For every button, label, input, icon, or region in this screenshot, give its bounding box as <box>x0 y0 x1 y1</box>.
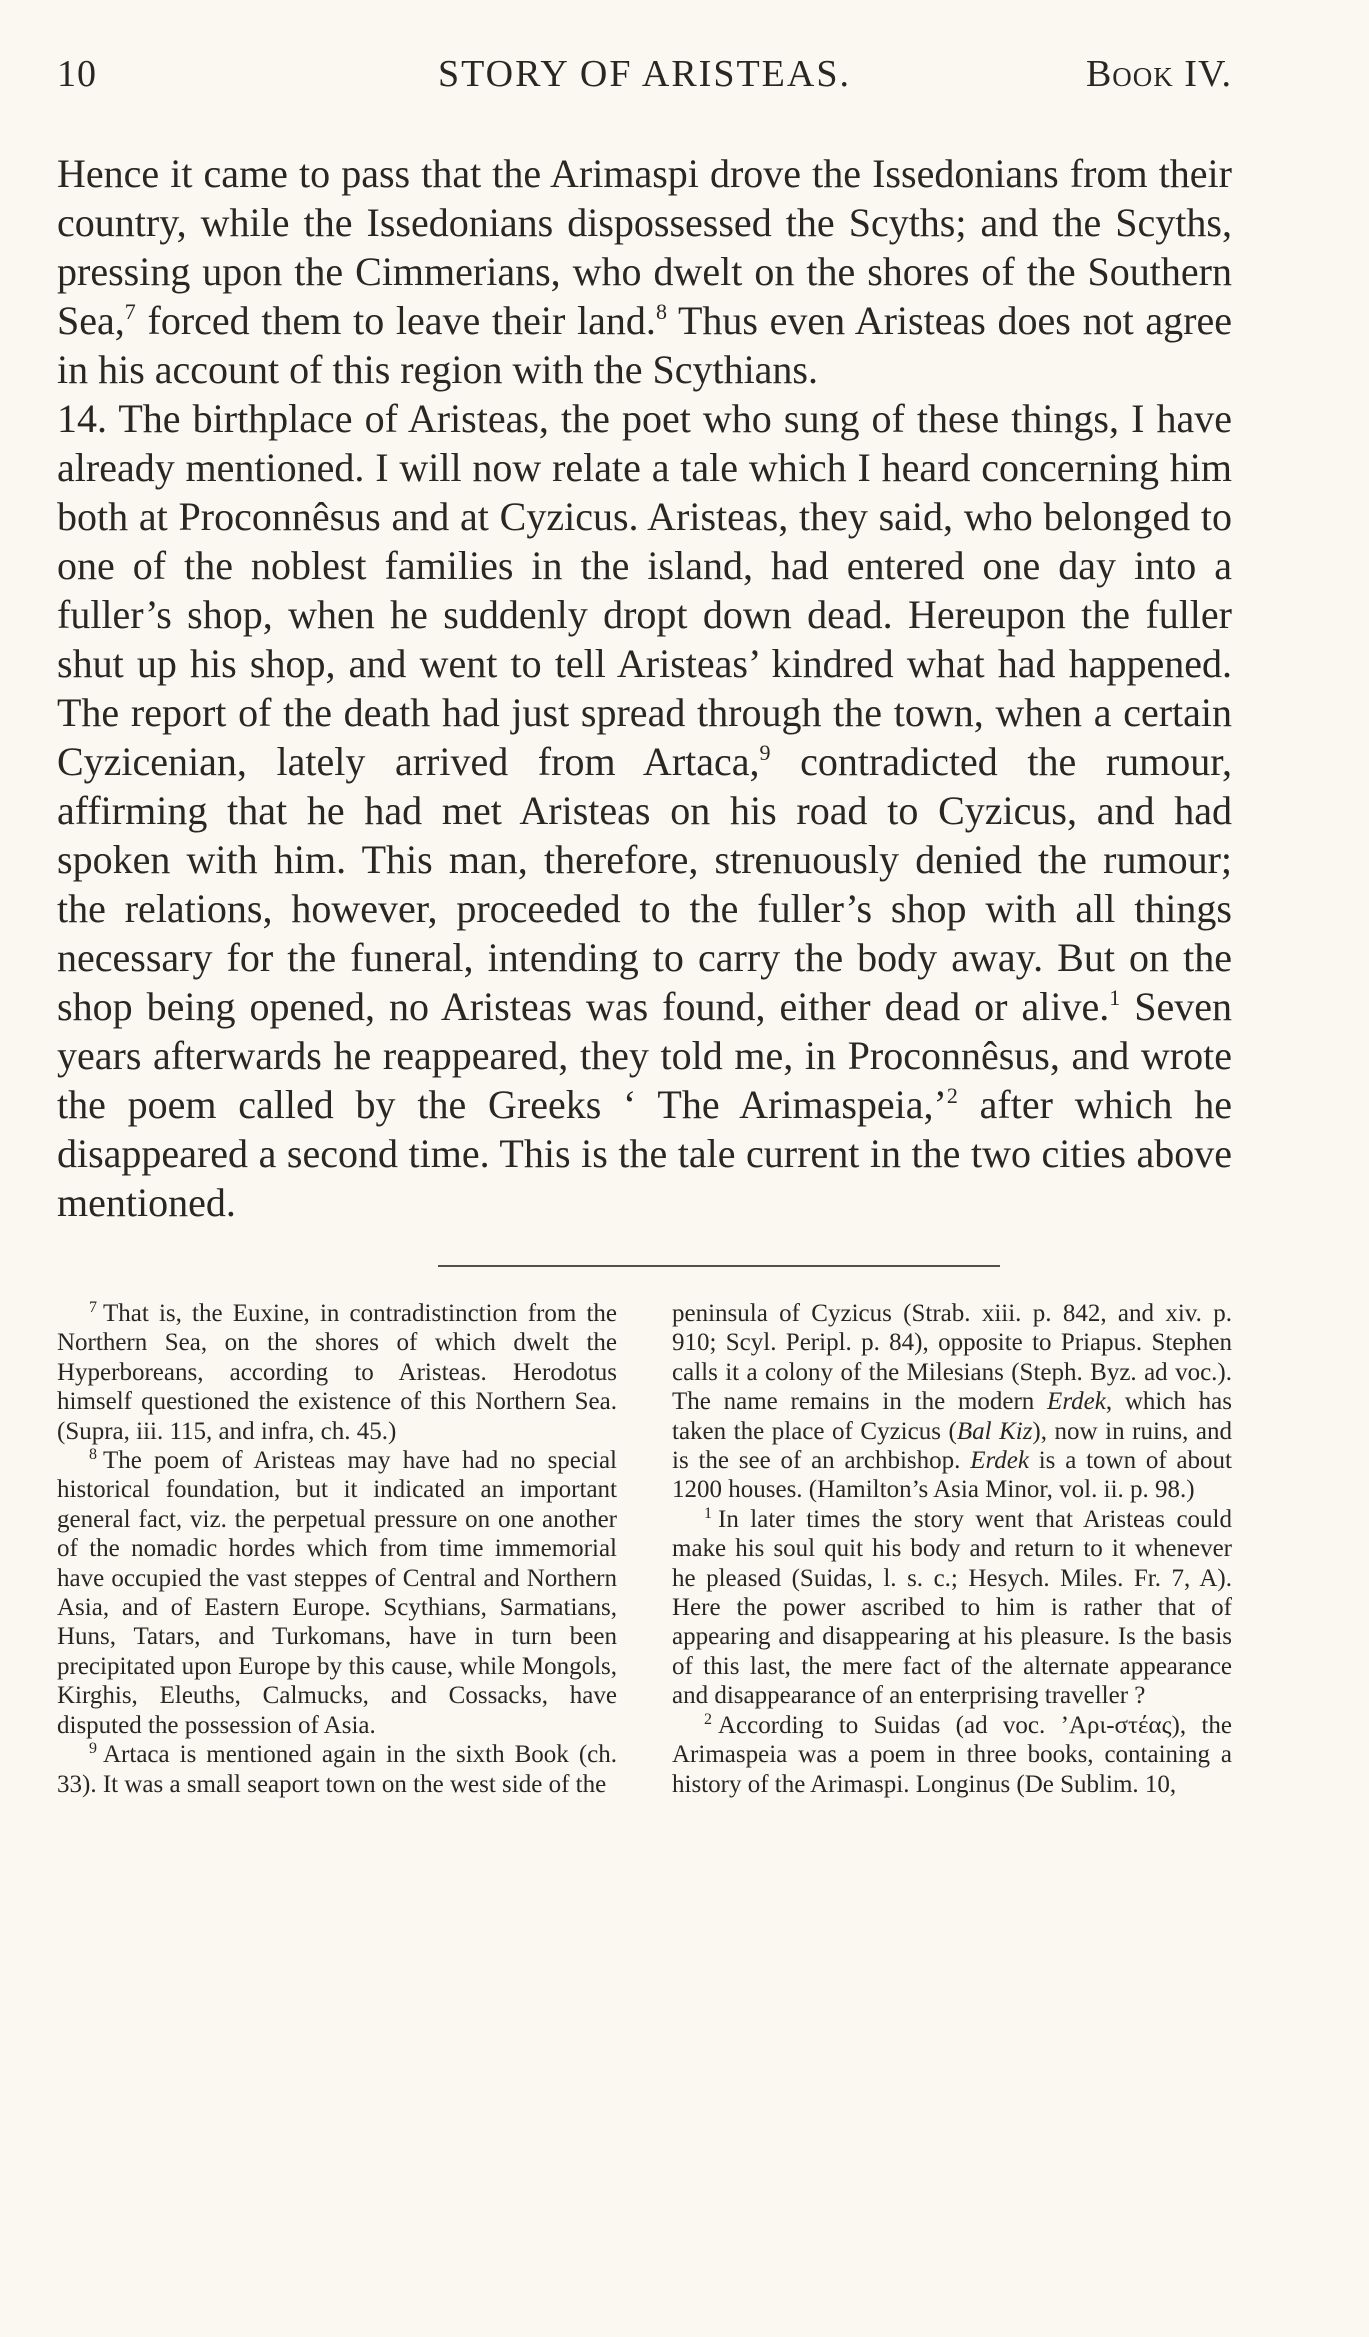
footnote-column-left <box>57 1299 617 1799</box>
footnote-mark: 8 <box>89 1446 97 1464</box>
footnote-9-continued <box>672 1299 1232 1505</box>
text-run: Seven years afterwards he reappeared, they told me, in Proconnêsus, and wrote the poem called by the Greeks ‘ The Arimaspeia,’ <box>57 984 1232 1127</box>
footnote-italic: Erdek <box>970 1447 1029 1475</box>
footnote-italic: Bal Kiz <box>956 1417 1033 1445</box>
footnote-text: peninsula of Cyzicus (Strab. xiii. p. 842, and xiv. p. 910; Scyl. Peripl. p. 84), opposite to Priapus. Stephen calls it a colony of the Milesians (Steph. Byz. ad voc.). The name remains in the modern <box>672 1300 1232 1416</box>
footnote-ref: 8 <box>655 299 667 324</box>
footnote-text: is a town of about 1200 houses. (Hamilton’s Asia Minor, vol. ii. p. 98.) <box>672 1447 1232 1504</box>
footnote-ref: 7 <box>124 299 136 324</box>
footnote-mark: 1 <box>704 1504 712 1522</box>
footnote-ref: 9 <box>759 740 771 765</box>
book-label: Book IV. <box>1085 53 1232 95</box>
footnote-mark: 9 <box>89 1740 97 1758</box>
footnote-ref: 1 <box>1109 985 1121 1010</box>
footnote-text: According to Suidas (ad voc. ’Αρι-στέας), the Arimaspeia was a poem in three books, containing a history of the Arimaspi. Longinus (De Sublim. 10, <box>672 1711 1232 1798</box>
page-number: 10 <box>57 53 97 95</box>
footnote-text: Artaca is mentioned again in the sixth Book (ch. 33). It was a small seaport town on the west side of the <box>57 1741 617 1798</box>
footnote-ref: 2 <box>946 1083 958 1108</box>
text-run: contradicted the rumour, affirming that he had met Aristeas on his road to Cyzicus, and had spoken with him. This man, therefore, strenuously denied the rumour; the relations, however, proceeded to the fuller’s shop with all things necessary for the funeral, intending to carry the body away. But on the shop being opened, no Aristeas was found, either dead or alive. <box>57 739 1232 1029</box>
footnote-column-right <box>672 1299 1232 1799</box>
footnote-divider <box>438 1265 1000 1267</box>
footnotes <box>57 1299 1232 1799</box>
running-head <box>57 52 1232 104</box>
text-run: after which he disappeared a second time. This is the tale current in the two cities above mentioned. <box>57 1082 1232 1225</box>
footnote-8 <box>57 1446 617 1740</box>
footnote-mark: 2 <box>704 1710 712 1728</box>
footnote-text: In later times the story went that Aristeas could make his soul quit his body and return to it whenever he pleased (Suidas, l. s. c.; Hesych. Miles. Fr. 7, A). Here the power ascribed to him is rather that of appearing and disappearing at his pleasure. Is the basis of this last, the mere fact of the alternate appearance and disappearance of an enterprising traveller ? <box>672 1505 1232 1710</box>
paragraph <box>57 394 1232 1227</box>
footnote-7 <box>57 1299 617 1446</box>
paragraph <box>57 149 1232 394</box>
footnote-italic: Erdek <box>1047 1388 1106 1416</box>
running-title: STORY OF ARISTEAS. <box>438 53 851 95</box>
book-page <box>57 52 1232 1799</box>
text-run: Hence it came to pass that the Arimaspi drove the Issedonians from their country, while the Issedonians dispossessed the Scyths; and the Scyths, pressing upon the Cimmerians, who dwelt on the shores of the Southern Sea, <box>57 151 1232 343</box>
text-run: 14. The birthplace of Aristeas, the poet who sung of these things, I have already mentioned. I will now relate a tale which I heard concerning him both at Proconnêsus and at Cyzicus. Aristeas, they said, who belonged to one of the noblest families in the island, had entered one day into a fuller’s shop, when he suddenly dropt down dead. Hereupon the fuller shut up his shop, and went to tell Aristeas’ kindred what had happened. The report of the death had just spread through the town, when a certain Cyzicenian, lately arrived from Artaca, <box>57 396 1232 784</box>
main-text <box>57 149 1232 1227</box>
text-run: forced them to leave their land. <box>135 298 656 343</box>
text-run: Thus even Aristeas does not agree in his account of this region with the Scythians. <box>57 298 1232 392</box>
footnote-text: The poem of Aristeas may have had no special historical foundation, but it indicated an important general fact, viz. the perpetual pressure on one another of the nomadic hordes which from time immemorial have occupied the vast steppes of Central and Northern Asia, and of Eastern Europe. Scythians, Sarmatians, Huns, Tatars, and Turkomans, have in turn been precipitated upon Europe by this cause, while Mongols, Kirghis, Eleuths, Calmucks, and Cossacks, have disputed the possession of Asia. <box>57 1447 617 1739</box>
footnote-9 <box>57 1740 617 1799</box>
footnote-text: That is, the Euxine, in contradistinction from the Northern Sea, on the shores of which dwelt the Hyperboreans, according to Aristeas. Herodotus himself questioned the existence of this Northern Sea. (Supra, iii. 115, and infra, ch. 45.) <box>57 1300 617 1445</box>
footnote-2 <box>672 1711 1232 1799</box>
footnote-text: ), now in ruins, and is the see of an archbishop. <box>672 1417 1232 1475</box>
footnote-text: , which has taken the place of Cyzicus ( <box>672 1388 1232 1445</box>
footnote-mark: 7 <box>89 1299 97 1316</box>
footnote-1 <box>672 1505 1232 1711</box>
